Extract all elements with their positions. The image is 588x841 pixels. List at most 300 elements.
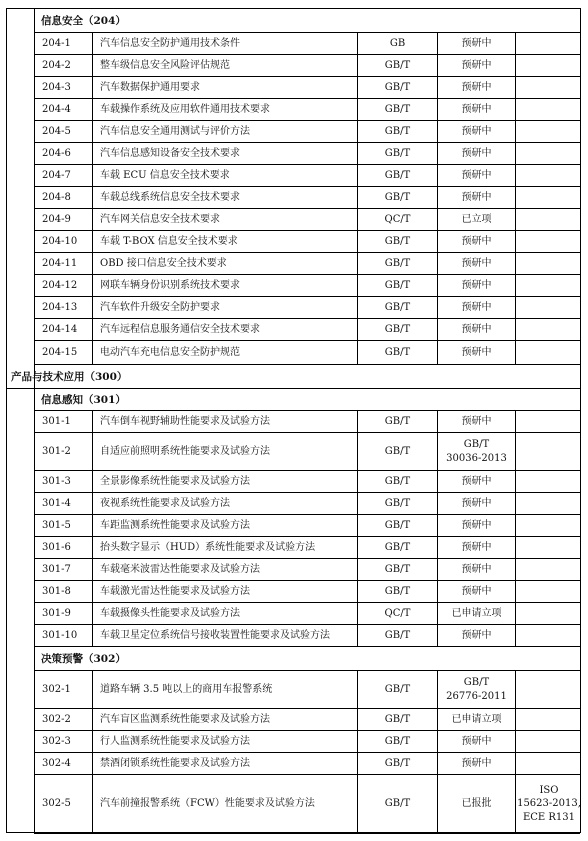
standard-type-text: GB/T — [384, 59, 411, 71]
standard-type-text: GB/T — [384, 323, 411, 335]
standard-name-text: 车载摄像头性能要求及试验方法 — [100, 607, 240, 619]
standard-status-text: GB/T 26776-2011 — [446, 677, 507, 702]
standard-status-text: 预研中 — [461, 497, 492, 509]
table-row — [34, 603, 580, 625]
standard-code-text: 204-9 — [42, 213, 71, 225]
standard-code — [34, 581, 92, 602]
standard-name — [92, 55, 357, 76]
standard-name-text: 汽车倒车视野辅助性能要求及试验方法 — [100, 415, 270, 427]
standard-status — [437, 231, 515, 252]
standard-status-text: 已申请立项 — [451, 607, 502, 619]
standard-type-text: GB/T — [384, 541, 411, 553]
standard-code — [34, 671, 92, 708]
standard-status — [437, 603, 515, 624]
standard-reference — [515, 77, 582, 98]
standard-reference — [515, 319, 582, 340]
standard-reference — [515, 165, 582, 186]
standard-type — [357, 55, 437, 76]
standard-name-text: 汽车前撞报警系统（FCW）性能要求及试验方法 — [100, 798, 315, 810]
standard-code-text: 204-10 — [42, 235, 78, 247]
standard-code — [34, 297, 92, 318]
standard-name-text: 车距监测系统性能要求及试验方法 — [100, 519, 250, 531]
standard-name-text: 车载操作系统及应用软件通用技术要求 — [100, 103, 270, 115]
standard-reference — [515, 671, 582, 708]
standard-status-text: 预研中 — [461, 541, 492, 553]
standard-type-text: GB/T — [384, 497, 411, 509]
standard-name — [92, 231, 357, 252]
standard-code — [34, 275, 92, 296]
standard-code-text: 204-1 — [42, 37, 71, 49]
table-row — [34, 515, 580, 537]
standard-status — [437, 493, 515, 514]
standard-type-text: GB/T — [384, 735, 411, 747]
standard-type — [357, 775, 437, 833]
standard-type-text: GB/T — [384, 235, 411, 247]
standard-name-text: 电动汽车充电信息安全防护规范 — [100, 346, 240, 358]
standard-status — [437, 33, 515, 54]
standard-status — [437, 709, 515, 730]
standard-status-text: 预研中 — [461, 37, 492, 49]
section-heading — [34, 389, 580, 411]
standard-name — [92, 625, 357, 646]
standard-name — [92, 471, 357, 492]
standard-status — [437, 341, 515, 364]
standard-status — [437, 319, 515, 340]
standard-code-text: 204-13 — [42, 301, 78, 313]
standard-code — [34, 121, 92, 142]
standard-code-text: 204-8 — [42, 191, 71, 203]
standard-code-text: 204-5 — [42, 125, 71, 137]
standard-reference — [515, 231, 582, 252]
standard-status-text: 预研中 — [461, 59, 492, 71]
standard-type-text: GB/T — [384, 81, 411, 93]
standard-name-text: 抬头数字显示（HUD）系统性能要求及试验方法 — [100, 541, 316, 553]
standard-name-text: 车载 T-BOX 信息安全技术要求 — [100, 235, 238, 247]
standard-code — [34, 493, 92, 514]
standard-status — [437, 143, 515, 164]
standard-code — [34, 33, 92, 54]
standard-status-text: 预研中 — [461, 235, 492, 247]
standard-status-text: 预研中 — [461, 125, 492, 137]
standard-type — [357, 581, 437, 602]
standard-code — [34, 209, 92, 230]
table-row — [34, 671, 580, 709]
standard-reference — [515, 709, 582, 730]
standard-name — [92, 515, 357, 536]
standard-status-text: 已报批 — [461, 798, 492, 810]
table-row — [34, 209, 580, 231]
standard-status — [437, 731, 515, 752]
standard-name — [92, 411, 357, 432]
standard-name-text: 车载 ECU 信息安全技术要求 — [100, 169, 230, 181]
standard-name-text: 自适应前照明系统性能要求及试验方法 — [100, 445, 270, 457]
standard-status-text: 预研中 — [461, 279, 492, 291]
standard-type-text: GB/T — [384, 147, 411, 159]
standard-status — [437, 55, 515, 76]
table-row — [34, 775, 580, 834]
standard-type-text: GB/T — [384, 475, 411, 487]
standard-name — [92, 253, 357, 274]
standard-code-text: 302-2 — [42, 713, 71, 725]
standard-code-text: 301-3 — [42, 475, 71, 487]
standard-name — [92, 77, 357, 98]
standard-code — [34, 625, 92, 646]
standard-reference — [515, 253, 582, 274]
standard-status — [437, 209, 515, 230]
standard-name-text: 整车级信息安全风险评估规范 — [100, 59, 230, 71]
standard-type-text: GB/T — [384, 798, 411, 810]
category-heading — [7, 365, 580, 389]
standard-code-text: 204-4 — [42, 103, 71, 115]
standard-reference — [515, 515, 582, 536]
standard-code-text: 204-2 — [42, 59, 71, 71]
standard-name — [92, 537, 357, 558]
table-row — [34, 99, 580, 121]
standard-type — [357, 753, 437, 774]
standard-name — [92, 209, 357, 230]
table-row — [34, 471, 580, 493]
standard-type — [357, 77, 437, 98]
standard-type — [357, 275, 437, 296]
standard-code-text: 301-7 — [42, 563, 71, 575]
standard-status — [437, 775, 515, 833]
standard-name — [92, 731, 357, 752]
standard-type-text: GB/T — [384, 519, 411, 531]
table-row — [34, 143, 580, 165]
table-row — [34, 581, 580, 603]
standard-status-text: 预研中 — [461, 475, 492, 487]
standard-name — [92, 603, 357, 624]
standard-code — [34, 731, 92, 752]
standard-status-text: 预研中 — [461, 346, 492, 358]
standard-type — [357, 493, 437, 514]
standard-status-text: 预研中 — [461, 301, 492, 313]
standard-reference — [515, 537, 582, 558]
standard-status-text: 预研中 — [461, 585, 492, 597]
standard-reference — [515, 433, 582, 470]
table-row — [34, 121, 580, 143]
standard-type — [357, 433, 437, 470]
standard-code — [34, 143, 92, 164]
standard-type-text: GB/T — [384, 103, 411, 115]
standard-code — [34, 319, 92, 340]
standard-status-text: 预研中 — [461, 629, 492, 641]
standard-status — [437, 297, 515, 318]
standard-status — [437, 537, 515, 558]
standard-reference — [515, 341, 582, 364]
standard-name-text: 车载毫米波雷达性能要求及试验方法 — [100, 563, 260, 575]
standard-type-text: GB/T — [384, 757, 411, 769]
standard-status — [437, 77, 515, 98]
standard-code-text: 301-8 — [42, 585, 71, 597]
standard-status — [437, 671, 515, 708]
standard-name-text: 汽车盲区监测系统性能要求及试验方法 — [100, 713, 270, 725]
standard-type — [357, 121, 437, 142]
standard-code — [34, 411, 92, 432]
standard-code-text: 204-12 — [42, 279, 78, 291]
standard-name-text: 汽车信息安全通用测试与评价方法 — [100, 125, 250, 137]
standard-name-text: 车载激光雷达性能要求及试验方法 — [100, 585, 250, 597]
standard-reference — [515, 411, 582, 432]
standard-type-text: GB/T — [384, 191, 411, 203]
standard-type — [357, 411, 437, 432]
standard-code-text: 204-6 — [42, 147, 71, 159]
table-row — [34, 77, 580, 99]
standard-status — [437, 187, 515, 208]
standard-type-text: QC/T — [384, 213, 411, 225]
standard-name — [92, 753, 357, 774]
table-row — [34, 625, 580, 647]
standard-status — [437, 515, 515, 536]
standard-type — [357, 537, 437, 558]
standard-status — [437, 253, 515, 274]
standard-name — [92, 165, 357, 186]
standard-status-text: 预研中 — [461, 103, 492, 115]
standard-type — [357, 731, 437, 752]
standard-type — [357, 709, 437, 730]
table-row — [34, 275, 580, 297]
standard-status — [437, 753, 515, 774]
table-row — [34, 731, 580, 753]
standard-type-text: GB/T — [384, 713, 411, 725]
standard-reference — [515, 753, 582, 774]
standard-type — [357, 341, 437, 364]
standard-code-text: 204-15 — [42, 346, 78, 358]
standards-table — [6, 8, 581, 833]
standard-code-text: 301-1 — [42, 415, 71, 427]
standard-status — [437, 559, 515, 580]
table-row — [34, 493, 580, 515]
standard-code-text: 204-11 — [42, 257, 78, 269]
standard-name — [92, 99, 357, 120]
standard-reference — [515, 121, 582, 142]
standard-name — [92, 709, 357, 730]
standard-name-text: 道路车辆 3.5 吨以上的商用车报警系统 — [100, 683, 273, 695]
standard-code-text: 301-4 — [42, 497, 71, 509]
standard-code — [34, 165, 92, 186]
section-heading — [34, 9, 580, 33]
standard-code-text: 301-10 — [42, 629, 78, 641]
table-row — [34, 341, 580, 365]
standard-type — [357, 297, 437, 318]
standard-code-text: 204-3 — [42, 81, 71, 93]
table-row — [34, 187, 580, 209]
standard-code — [34, 77, 92, 98]
standard-reference — [515, 99, 582, 120]
standard-type-text: GB/T — [384, 629, 411, 641]
standard-type-text: GB/T — [384, 683, 411, 695]
standard-type — [357, 187, 437, 208]
standard-reference — [515, 297, 582, 318]
standard-code — [34, 231, 92, 252]
standard-code — [34, 471, 92, 492]
standard-type-text: GB/T — [384, 169, 411, 181]
table-row — [34, 709, 580, 731]
standard-reference — [515, 471, 582, 492]
standard-reference-text: ISO 15623-2013, ECE R131 — [517, 784, 581, 823]
table-row — [34, 297, 580, 319]
standard-type — [357, 231, 437, 252]
standard-name-text: 禁酒闭锁系统性能要求及试验方法 — [100, 757, 250, 769]
table-row — [34, 433, 580, 471]
table-row — [34, 33, 580, 55]
standard-type-text: GB/T — [384, 415, 411, 427]
table-row — [34, 319, 580, 341]
standard-name-text: 网联车辆身份识别系统技术要求 — [100, 279, 240, 291]
standard-code — [34, 515, 92, 536]
section-heading — [34, 647, 580, 671]
section-heading-text: 决策预警（302） — [41, 653, 126, 665]
standard-type — [357, 209, 437, 230]
standard-status-text: 预研中 — [461, 415, 492, 427]
standard-type-text: GB/T — [384, 257, 411, 269]
standard-status-text: 预研中 — [461, 147, 492, 159]
standard-reference — [515, 275, 582, 296]
standard-reference — [515, 143, 582, 164]
standard-status — [437, 411, 515, 432]
standard-name — [92, 341, 357, 364]
standard-code — [34, 775, 92, 833]
standard-status-text: 预研中 — [461, 757, 492, 769]
standard-type-text: GB/T — [384, 279, 411, 291]
standard-code-text: 302-5 — [42, 798, 71, 810]
standard-name-text: 行人监测系统性能要求及试验方法 — [100, 735, 250, 747]
table-row — [34, 165, 580, 187]
standard-name — [92, 433, 357, 470]
standard-name-text: 全景影像系统性能要求及试验方法 — [100, 475, 250, 487]
standard-name-text: OBD 接口信息安全技术要求 — [100, 257, 227, 269]
standard-reference — [515, 603, 582, 624]
standard-type — [357, 33, 437, 54]
standard-code-text: 302-1 — [42, 683, 71, 695]
standard-type — [357, 165, 437, 186]
standard-reference — [515, 187, 582, 208]
standard-reference — [515, 493, 582, 514]
standard-name — [92, 671, 357, 708]
standard-type — [357, 471, 437, 492]
standard-code-text: 301-6 — [42, 541, 71, 553]
standard-name — [92, 775, 357, 833]
standard-reference — [515, 559, 582, 580]
table-row — [34, 559, 580, 581]
standard-reference — [515, 55, 582, 76]
standard-reference — [515, 625, 582, 646]
standard-code-text: 302-4 — [42, 757, 71, 769]
standard-type — [357, 143, 437, 164]
standard-status-text: 预研中 — [461, 257, 492, 269]
section-heading-text: 信息安全（204） — [41, 15, 126, 27]
standard-code — [34, 99, 92, 120]
standard-reference — [515, 731, 582, 752]
standard-reference — [515, 581, 582, 602]
table-row — [34, 537, 580, 559]
standard-type-text: GB/T — [384, 346, 411, 358]
standard-code-text: 301-2 — [42, 445, 71, 457]
standard-name — [92, 33, 357, 54]
standard-name-text: 夜视系统性能要求及试验方法 — [100, 497, 230, 509]
standard-code-text: 301-5 — [42, 519, 71, 531]
standard-code — [34, 603, 92, 624]
table-row — [34, 253, 580, 275]
standard-code — [34, 753, 92, 774]
standard-status-text: GB/T 30036-2013 — [446, 439, 507, 464]
standard-name — [92, 143, 357, 164]
standard-code — [34, 253, 92, 274]
standard-reference — [515, 209, 582, 230]
standard-code — [34, 187, 92, 208]
standard-status — [437, 625, 515, 646]
standard-name — [92, 559, 357, 580]
table-row — [34, 411, 580, 433]
standard-type — [357, 625, 437, 646]
standard-name — [92, 275, 357, 296]
standard-name — [92, 121, 357, 142]
standard-name-text: 汽车信息感知设备安全技术要求 — [100, 147, 240, 159]
standard-reference — [515, 33, 582, 54]
standard-name-text: 汽车网关信息安全技术要求 — [100, 213, 220, 225]
standard-name — [92, 187, 357, 208]
standard-code — [34, 55, 92, 76]
standard-code — [34, 709, 92, 730]
standard-name — [92, 493, 357, 514]
standard-reference — [515, 775, 582, 833]
standard-code — [34, 341, 92, 364]
standard-status-text: 已立项 — [461, 213, 492, 225]
standard-status — [437, 581, 515, 602]
standard-name-text: 汽车远程信息服务通信安全技术要求 — [100, 323, 260, 335]
standard-type — [357, 671, 437, 708]
standard-status-text: 预研中 — [461, 563, 492, 575]
standard-status-text: 已申请立项 — [451, 713, 502, 725]
standard-code — [34, 433, 92, 470]
standard-code — [34, 537, 92, 558]
standard-type-text: GB/T — [384, 445, 411, 457]
standard-name-text: 汽车信息安全防护通用技术条件 — [100, 37, 240, 49]
standard-type — [357, 559, 437, 580]
standard-type-text: GB — [389, 37, 406, 49]
standard-code-text: 204-14 — [42, 323, 78, 335]
standard-code-text: 302-3 — [42, 735, 71, 747]
category-heading-text: 产品与技术应用（300） — [11, 371, 128, 383]
standard-type-text: GB/T — [384, 585, 411, 597]
standard-name — [92, 581, 357, 602]
standard-type — [357, 603, 437, 624]
standard-type — [357, 515, 437, 536]
standard-name-text: 汽车软件升级安全防护要求 — [100, 301, 220, 313]
standard-type-text: GB/T — [384, 563, 411, 575]
standard-type — [357, 253, 437, 274]
standard-status — [437, 471, 515, 492]
standard-name-text: 车载卫星定位系统信号接收装置性能要求及试验方法 — [100, 629, 330, 641]
standard-code-text: 204-7 — [42, 169, 71, 181]
standard-status — [437, 121, 515, 142]
standard-code — [34, 559, 92, 580]
section-heading-text: 信息感知（301） — [41, 394, 126, 406]
standard-name — [92, 319, 357, 340]
standard-type-text: GB/T — [384, 125, 411, 137]
table-row — [34, 55, 580, 77]
standard-status — [437, 99, 515, 120]
standard-status-text: 预研中 — [461, 191, 492, 203]
standard-type-text: QC/T — [384, 607, 411, 619]
standard-status-text: 预研中 — [461, 169, 492, 181]
table-row — [34, 753, 580, 775]
standard-type — [357, 319, 437, 340]
standard-status-text: 预研中 — [461, 519, 492, 531]
standard-status — [437, 275, 515, 296]
standard-status — [437, 165, 515, 186]
standard-status-text: 预研中 — [461, 81, 492, 93]
